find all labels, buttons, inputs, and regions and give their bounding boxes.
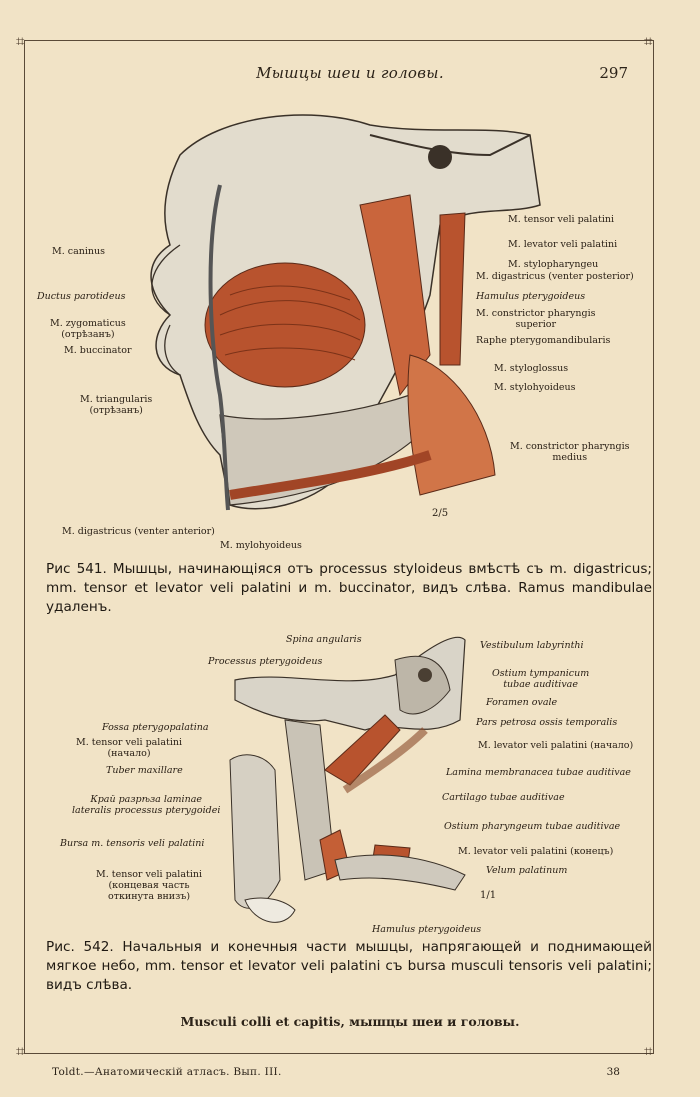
- fig542-label: Velum palatinum: [486, 865, 568, 876]
- fig542-label: Processus pterygoideus: [208, 656, 323, 667]
- fig541-label: M. stylohyoideus: [494, 382, 576, 393]
- fig541-label: M. constrictor pharyngis superior: [476, 308, 596, 330]
- fig541-label: M. triangularis (отрѣзанъ): [80, 394, 153, 416]
- footer-sheet-number: 38: [606, 1066, 620, 1078]
- fig542-label: Bursa m. tensoris veli palatini: [60, 838, 205, 849]
- fig541-label: M. levator veli palatini: [508, 239, 618, 250]
- fig541-label: M. zygomaticus (отрѣзанъ): [50, 318, 126, 340]
- fig542-label: Ostium pharyngeum tubae auditivae: [444, 821, 621, 832]
- fig542-label: Lamina membranacea tubae auditivae: [446, 767, 631, 778]
- fig542-label: Spina angularis: [286, 634, 362, 645]
- fig542-label: M. tensor veli palatini (концевая часть откинута внизъ): [96, 869, 203, 902]
- fig541-label: M. tensor veli palatini: [508, 214, 615, 225]
- fig542-label: Fossa pterygopalatina: [102, 722, 209, 733]
- fig541-label: M. mylohyoideus: [220, 540, 302, 551]
- fig541-label: M. buccinator: [64, 345, 132, 356]
- fig542-label: Край разрѣза laminae lateralis processus pterygoidei: [72, 794, 221, 816]
- fig542-label: M. tensor veli palatini (начало): [76, 737, 183, 759]
- fig542-label: Hamulus pterygoideus: [372, 924, 482, 935]
- footer-source: Toldt.—Анатомическій атласъ. Вып. III.: [52, 1066, 282, 1078]
- corner-ornament: ⌗: [644, 1042, 653, 1060]
- fig542-label: Cartilago tubae auditivae: [442, 792, 565, 803]
- fig541-label: M. stylopharyngeu: [508, 259, 599, 270]
- figure-542-illustration: [225, 630, 475, 930]
- fig542-label: Ostium tympanicum tubae auditivae: [492, 668, 590, 690]
- fig542-label: M. levator veli palatini (начало): [478, 740, 634, 751]
- fig542-label: Foramen ovale: [486, 697, 558, 708]
- fig542-label: M. levator veli palatini (конецъ): [458, 846, 614, 857]
- section-title: Musculi colli et capitis, мышцы шеи и головы.: [180, 1014, 520, 1029]
- fig541-label: M. caninus: [52, 246, 106, 257]
- fig542-label: Tuber maxillare: [106, 765, 183, 776]
- fig542-label: Pars petrosa ossis temporalis: [476, 717, 618, 728]
- fig541-label: Hamulus pterygoideus: [476, 291, 586, 302]
- fig541-label: M. constrictor pharyngis medius: [510, 441, 630, 463]
- page-number: 297: [599, 64, 628, 82]
- fig541-label: M. digastricus (venter anterior): [62, 526, 215, 537]
- corner-ornament: ⌗: [16, 1042, 25, 1060]
- fig542-scale: 1/1: [480, 890, 497, 901]
- figure-542-caption: Рис. 542. Начальныя и конечныя части мышцы, напрягающей и поднимающей мягкое небо, mm. tensor et levator veli palatini съ bursa musculi tensoris veli palatini; видъ слѣва.: [46, 939, 652, 993]
- fig542-label: Vestibulum labyrinthi: [480, 640, 584, 651]
- fig541-label: Raphe pterygomandibularis: [476, 335, 611, 346]
- figure-541-caption: Рис 541. Мышцы, начинающіяся отъ processus styloideus вмѣстѣ съ m. digastricus; mm. tensor et levator veli palatini и m. buccinator, видъ слѣва. Ramus mandibulae удаленъ.: [46, 561, 652, 615]
- fig541-scale: 2/5: [432, 508, 449, 519]
- fig541-label: Ductus parotideus: [37, 291, 126, 302]
- running-title: Мышцы шеи и головы.: [256, 64, 444, 82]
- fig541-label: M. styloglossus: [494, 363, 569, 374]
- corner-ornament: ⌗: [644, 32, 653, 50]
- fig541-label: M. digastricus (venter posterior): [476, 271, 634, 282]
- corner-ornament: ⌗: [16, 32, 25, 50]
